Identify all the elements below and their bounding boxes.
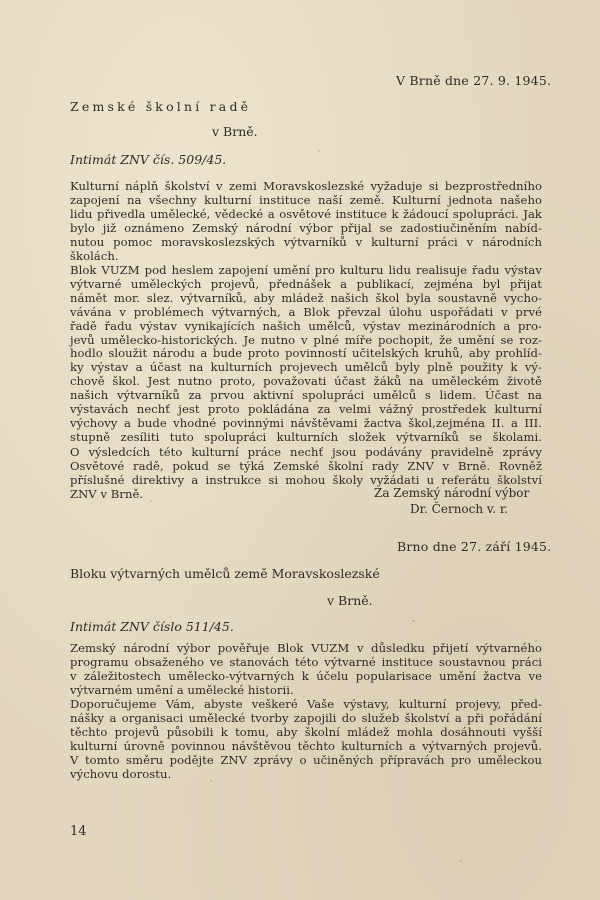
paper-speck bbox=[460, 860, 462, 862]
doc2-intimat: Intimát ZNV číslo 511/45. bbox=[70, 619, 234, 634]
doc1-recipient: Zemské školní radě bbox=[70, 99, 252, 114]
text-line: výtvarné uměleckých projevů, přednášek a publikací, zejména byl přijat bbox=[70, 276, 542, 291]
text-line: výstavách nechť jest proto pokládána za velmi vážný prostředek kulturní bbox=[70, 402, 542, 417]
text-line: nášky a organisaci umělecké tvorby zapojili do služeb školství a při pořádání bbox=[70, 710, 542, 725]
text-line: výtvarném umění a umělecké historii. bbox=[70, 682, 294, 697]
doc1-date: V Brně dne 27. 9. 1945. bbox=[396, 73, 552, 88]
text-line: výchovu dorostu. bbox=[70, 766, 172, 781]
doc1-city: v Brně. bbox=[212, 124, 258, 139]
doc1-paragraph-1 bbox=[70, 180, 542, 263]
text-line: V tomto směru podějte ZNV zprávy o učiněných přípravách pro uměleckou bbox=[70, 752, 542, 767]
text-line: zapojení na všechny kulturní instituce naší země. Kulturní jednota našeho bbox=[70, 192, 542, 207]
text-line: stupně zesíliti tuto spolupráci kulturních složek výtvarníků se školami. bbox=[70, 429, 542, 444]
text-line: ZNV v Brně. bbox=[70, 486, 144, 501]
text-line: vávána v problémech výtvarných, a Blok převzal úlohu uspořádati v prvé bbox=[70, 304, 542, 319]
doc1-signature-line-1: Za Zemský národní výbor bbox=[374, 486, 530, 500]
text-line: lidu přivedla umělecké, vědecké a osvětové instituce k žádoucí spolupráci. Jak bbox=[70, 206, 542, 221]
paper-speck bbox=[412, 620, 415, 622]
paper-speck bbox=[318, 150, 320, 152]
text-line: školách. bbox=[70, 248, 119, 263]
doc1-paragraph-2 bbox=[70, 264, 542, 445]
doc2-paragraph-1 bbox=[70, 642, 542, 698]
text-line: nutou pomoc moravskoslezských výtvarníků v kulturní práci v národních bbox=[70, 234, 542, 249]
text-line: našich výtvarníků za prvou aktivní spolupráci umělců s lidem. Účast na bbox=[70, 388, 542, 403]
paper-speck bbox=[535, 640, 537, 642]
doc2-paragraph-2 bbox=[70, 698, 542, 781]
doc2-city: v Brně. bbox=[327, 593, 373, 608]
text-line: námět mor. slez. výtvarníků, aby mládež našich škol byla soustavně vycho- bbox=[70, 290, 542, 305]
text-line: Blok VUZM pod heslem zapojení umění pro kulturu lidu realisuje řadu výstav bbox=[70, 263, 542, 277]
text-line: Doporučujeme Vám, abyste veškeré Vaše výstavy, kulturní projevy, před- bbox=[70, 697, 542, 711]
paper-speck bbox=[150, 500, 152, 502]
doc1-signature-line-2: Dr. Černoch v. r. bbox=[410, 502, 509, 516]
text-line: bylo již oznámeno Zemský národní výbor přijal se zadostiučiněním nabíd- bbox=[70, 220, 542, 235]
text-line: chově škol. Jest nutno proto, považovati účast žáků na uměleckém životě bbox=[70, 374, 542, 389]
text-line: programu obsaženého ve stanovách této výtvarné instituce soustavnou práci bbox=[70, 654, 542, 669]
text-line: těchto projevů působili k tomu, aby školní mládež mohla dosáhnouti vyšší bbox=[70, 724, 542, 739]
text-line: výchovy a bude vhodné povinnými návštěvami žactva škol,zejména II. a III. bbox=[70, 415, 542, 430]
text-line: Osvětové radě, pokud se týká Zemské školní rady ZNV v Brně. Rovněž bbox=[70, 458, 542, 473]
text-line: v záležitostech umělecko-výtvarných k účelu popularisace umění žactva ve bbox=[70, 668, 542, 683]
text-line: ky výstav a účast na kulturních projevech umělců byly plně použity k vý- bbox=[70, 360, 542, 375]
text-line: O výsledcích této kulturní práce nechť jsou podávány pravidelně zprávy bbox=[70, 445, 542, 459]
text-line: příslušné direktivy a instrukce si mohou školy vyžádati u referátu školství bbox=[70, 472, 542, 487]
doc1-intimat: Intimát ZNV čís. 509/45. bbox=[70, 152, 227, 167]
doc2-date: Brno dne 27. září 1945. bbox=[397, 539, 552, 554]
text-line: kulturní úrovně povinnou návštěvou těchto kulturních a výtvarných projevů. bbox=[70, 738, 542, 753]
paper-speck bbox=[210, 780, 212, 782]
page-number: 14 bbox=[70, 824, 87, 839]
text-line: Zemský národní výbor pověřuje Blok VUZM v důsledku přijetí výtvarného bbox=[70, 641, 542, 655]
text-line: hodlo sloužit národu a bude proto povinností učitelských kruhů, aby prohlíd- bbox=[70, 346, 542, 361]
text-line: řadě řadu výstav vynikajících našich umělců, výstav mezinárodních a pro- bbox=[70, 318, 542, 333]
doc2-recipient: Bloku výtvarných umělců země Moravskoslezské bbox=[70, 566, 380, 581]
text-line: Kulturní náplň školství v zemi Moravskoslezské vyžaduje si bezprostředního bbox=[70, 179, 542, 193]
text-line: jevů umělecko-historických. Je nutno v plné míře pochopit, že umění se roz- bbox=[70, 332, 542, 347]
